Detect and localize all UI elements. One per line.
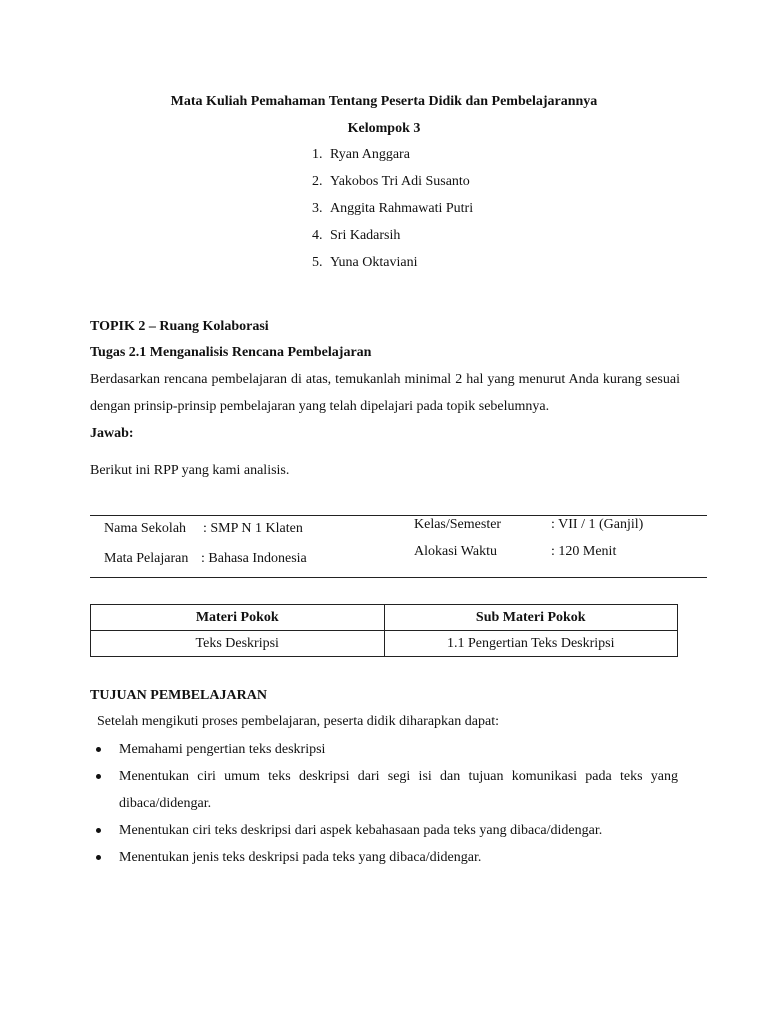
table-header: Sub Materi Pokok (384, 605, 678, 631)
tujuan-item-text: Menentukan ciri teks deskripsi dari aspek kebahasaan pada teks yang dibaca/didengar. (119, 823, 603, 838)
member-name: Sri Kadarsih (330, 228, 401, 243)
member-name: Yuna Oktaviani (330, 255, 418, 270)
member-number: 4. (312, 228, 323, 243)
tujuan-intro: Setelah mengikuti proses pembelajaran, peserta didik diharapkan dapat: (97, 714, 499, 729)
list-item (312, 145, 473, 172)
info-bottom-rule (90, 577, 707, 578)
task-instruction: Berdasarkan rencana pembelajaran di atas, temukanlah minimal 2 hal yang menurut Anda kurang sesuai dengan prinsip-prinsip pembelajaran yang telah dipelajari pada topik sebelumnya. (90, 372, 680, 414)
table-cell: 1.1 Pengertian Teks Deskripsi (384, 631, 678, 657)
table-header: Materi Pokok (91, 605, 385, 631)
list-item (312, 172, 473, 199)
member-number: 1. (312, 147, 323, 162)
list-item (96, 736, 678, 763)
member-number: 2. (312, 174, 323, 189)
answer-label: Jawab: (90, 426, 134, 441)
member-list (312, 145, 473, 280)
task-title: Tugas 2.1 Menganalisis Rencana Pembelajaran (90, 345, 372, 360)
tujuan-item-text: Menentukan ciri umum teks deskripsi dari segi isi dan tujuan komunikasi pada teks yang dibaca/didengar. (119, 769, 678, 811)
list-item (312, 199, 473, 226)
tujuan-item-text: Memahami pengertian teks deskripsi (119, 742, 326, 757)
list-item (312, 253, 473, 280)
member-name: Ryan Anggara (330, 147, 410, 162)
subject-label: Mata Pelajaran (104, 551, 189, 566)
time-label: Alokasi Waktu (414, 544, 497, 559)
school-label: Nama Sekolah (104, 521, 187, 536)
list-item (312, 226, 473, 253)
bullet-icon (96, 747, 101, 752)
time-value: : 120 Menit (551, 544, 617, 559)
bullet-icon (96, 855, 101, 860)
course-title: Mata Kuliah Pemahaman Tentang Peserta Didik dan Pembelajarannya (170, 94, 598, 109)
list-item (96, 817, 678, 844)
subject-value: : Bahasa Indonesia (201, 551, 307, 566)
member-name: Yakobos Tri Adi Susanto (330, 174, 470, 189)
section-title: TUJUAN PEMBELAJARAN (90, 688, 267, 703)
class-label: Kelas/Semester (414, 517, 502, 532)
member-name: Anggita Rahmawati Putri (330, 201, 474, 216)
list-item (96, 844, 678, 871)
table-header-row (91, 605, 678, 631)
answer-intro: Berikut ini RPP yang kami analisis. (90, 463, 290, 478)
materi-table (90, 604, 678, 657)
table-row (91, 631, 678, 657)
info-top-rule (90, 515, 707, 516)
group-name: Kelompok 3 (347, 121, 421, 136)
bullet-icon (96, 828, 101, 833)
list-item (96, 763, 678, 817)
member-number: 5. (312, 255, 323, 270)
bullet-icon (96, 774, 101, 779)
school-value: : SMP N 1 Klaten (203, 521, 303, 536)
topic-title: TOPIK 2 – Ruang Kolaborasi (90, 319, 269, 334)
member-number: 3. (312, 201, 323, 216)
class-value: : VII / 1 (Ganjil) (551, 517, 644, 532)
tujuan-item-text: Menentukan jenis teks deskripsi pada teks yang dibaca/didengar. (119, 850, 482, 865)
table-cell: Teks Deskripsi (91, 631, 385, 657)
tujuan-list (96, 736, 678, 871)
